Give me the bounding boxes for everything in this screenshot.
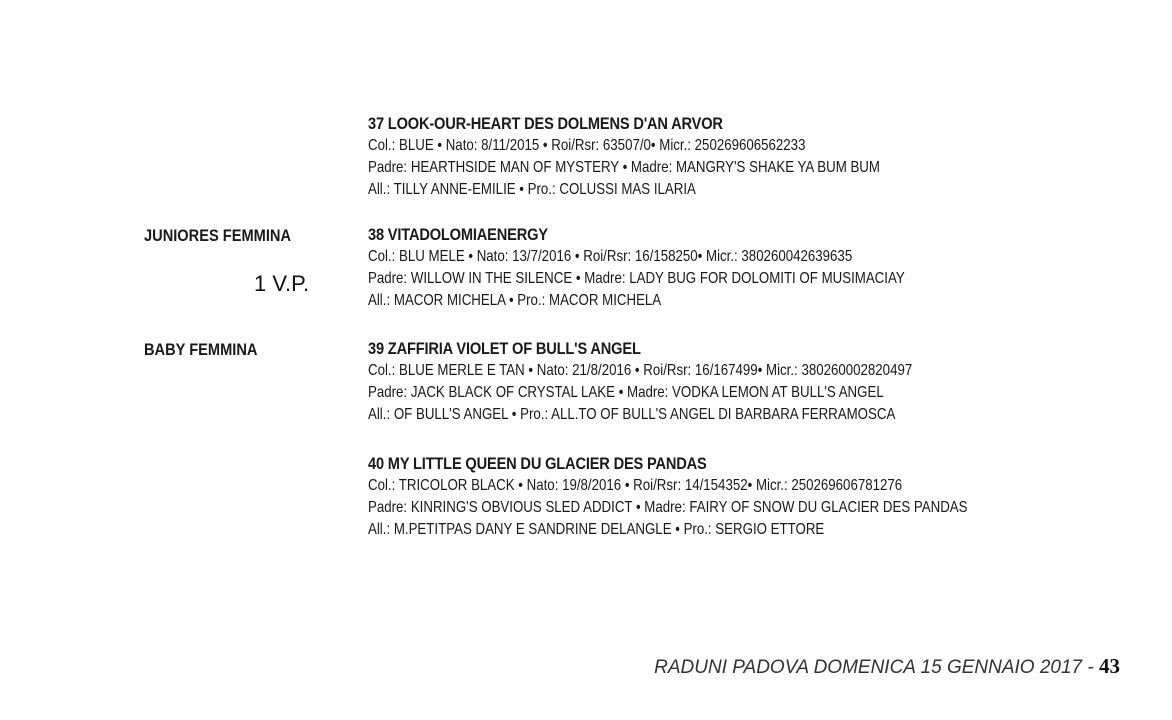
entry-breeder-line: All.: M.PETITPAS DANY E SANDRINE DELANGLE • Pro.: SERGIO ETTORE bbox=[368, 521, 825, 538]
entry-parents-line: Padre: WILLOW IN THE SILENCE • Madre: LADY BUG FOR DOLOMITI OF MUSIMACIAY bbox=[368, 270, 905, 287]
entry-title: 38 VITADOLOMIAENERGY bbox=[368, 225, 548, 244]
entry-38 bbox=[368, 224, 1148, 312]
entry-color-line: Col.: BLUE • Nato: 8/11/2015 • Roi/Rsr: 63507/0• Micr.: 250269606562233 bbox=[368, 137, 806, 154]
entry-parents-line: Padre: JACK BLACK OF CRYSTAL LAKE • Madre: VODKA LEMON AT BULL'S ANGEL bbox=[368, 384, 884, 401]
entry-title: 40 MY LITTLE QUEEN DU GLACIER DES PANDAS bbox=[368, 454, 707, 473]
entry-40 bbox=[368, 453, 1148, 541]
page-footer bbox=[654, 654, 1120, 679]
entry-39 bbox=[368, 338, 1148, 426]
entry-breeder-line: All.: MACOR MICHELA • Pro.: MACOR MICHELA bbox=[368, 292, 662, 309]
entry-title: 37 LOOK-OUR-HEART DES DOLMENS D'AN ARVOR bbox=[368, 114, 723, 133]
entry-title: 39 ZAFFIRIA VIOLET OF BULL'S ANGEL bbox=[368, 339, 641, 358]
entry-breeder-line: All.: TILLY ANNE-EMILIE • Pro.: COLUSSI MAS ILARIA bbox=[368, 181, 696, 198]
section-baby-femmina: BABY FEMMINA bbox=[144, 340, 258, 359]
footer-text: RADUNI PADOVA DOMENICA 15 GENNAIO 2017 - bbox=[654, 657, 1099, 678]
award-note: 1 V.P. bbox=[254, 271, 310, 296]
entry-color-line: Col.: BLUE MERLE E TAN • Nato: 21/8/2016 • Roi/Rsr: 16/167499• Micr.: 380260002820497 bbox=[368, 362, 913, 379]
entry-parents-line: Padre: HEARTHSIDE MAN OF MYSTERY • Madre: MANGRY'S SHAKE YA BUM BUM bbox=[368, 159, 880, 176]
entry-37 bbox=[368, 113, 1148, 201]
page-number: 43 bbox=[1099, 654, 1120, 678]
entry-breeder-line: All.: OF BULL'S ANGEL • Pro.: ALL.TO OF BULL'S ANGEL DI BARBARA FERRAMOSCA bbox=[368, 406, 896, 423]
entry-color-line: Col.: TRICOLOR BLACK • Nato: 19/8/2016 • Roi/Rsr: 14/154352• Micr.: 250269606781276 bbox=[368, 477, 903, 494]
entry-parents-line: Padre: KINRING'S OBVIOUS SLED ADDICT • Madre: FAIRY OF SNOW DU GLACIER DES PANDAS bbox=[368, 499, 968, 516]
section-juniores-femmina: JUNIORES FEMMINA bbox=[144, 226, 292, 245]
entry-color-line: Col.: BLU MELE • Nato: 13/7/2016 • Roi/Rsr: 16/158250• Micr.: 380260042639635 bbox=[368, 248, 853, 265]
